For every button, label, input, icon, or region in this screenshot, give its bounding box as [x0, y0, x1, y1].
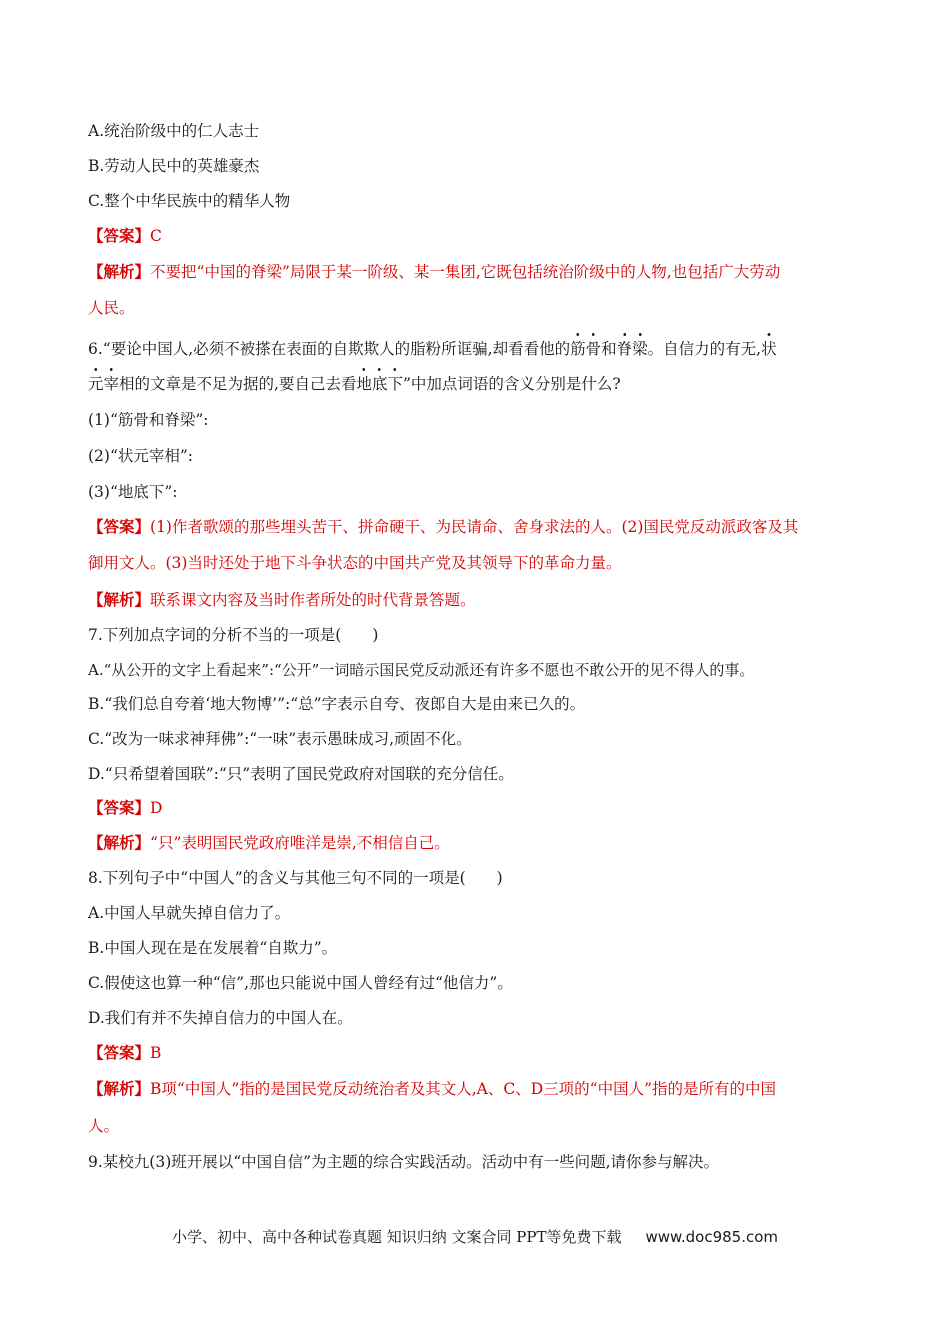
- q6-sub-2: (2)“状元宰相”:: [88, 447, 194, 465]
- dotted-word-4: 元宰: [88, 375, 120, 393]
- answer-label: 【答案】: [88, 798, 151, 817]
- q8-answer: [88, 1043, 862, 1063]
- q8-analysis-cont: 人。: [88, 1117, 120, 1135]
- q8-stem: 8.下列句子中“中国人”的含义与其他三句不同的一项是( ): [88, 869, 503, 887]
- analysis-text: 不要把“中国的脊梁”局限于某一阶级、某一集团,它既包括统治阶级中的人物,也包括广大劳动: [150, 263, 781, 281]
- answer-label: 【答案】: [88, 1043, 151, 1062]
- q9-stem: 9.某校九(3)班开展以“中国自信”为主题的综合实践活动。活动中有一些问题,请你参与解决。: [88, 1153, 720, 1171]
- dotted-word-5: 地底下: [356, 375, 403, 393]
- q6-answer-cont: 御用文人。(3)当时还处于地下斗争状态的中国共产党及其领导下的革命力量。: [88, 554, 622, 572]
- analysis-label: 【解析】: [88, 833, 151, 852]
- dotted-word-2: 脊梁: [616, 340, 648, 358]
- q7-answer: [88, 798, 862, 818]
- footer-link[interactable]: www.doc985.com: [645, 1228, 779, 1246]
- q7-option-c: C.“改为一味求神拜佛”:“一味”表示愚昧成习,顽固不化。: [88, 730, 472, 748]
- analysis-label: 【解析】: [88, 590, 151, 609]
- answer-label: 【答案】: [88, 517, 151, 536]
- analysis-text: 联系课文内容及当时作者所处的时代背景答题。: [150, 591, 476, 609]
- q5-option-c: C.整个中华民族中的精华人物: [88, 192, 291, 210]
- q8-option-b: B.中国人现在是在发展着“自欺力”。: [88, 939, 338, 957]
- q6-sub-1: (1)“筋骨和脊梁”:: [88, 411, 209, 429]
- q5-answer: [88, 226, 862, 246]
- answer-value: C: [150, 227, 162, 245]
- q6-stem-line1: 6.“要论中国人,必须不被搽在表面的自欺欺人的脂粉所诓骗,却看看他的筋骨和脊梁。自信力的有无,状: [88, 340, 777, 358]
- q6-answer: [88, 517, 862, 537]
- q7-stem: 7.下列加点字词的分析不当的一项是( ): [88, 626, 379, 644]
- q8-analysis: [88, 1079, 862, 1099]
- footer-text: 小学、初中、高中各种试卷真题 知识归纳 文案合同 PPT等免费下载: [171, 1228, 622, 1246]
- q5-option-b: B.劳动人民中的英雄豪杰: [88, 157, 260, 175]
- analysis-label: 【解析】: [88, 1079, 151, 1098]
- answer-value: B: [150, 1044, 162, 1062]
- dotted-word-1: 筋骨: [570, 340, 602, 358]
- q6-analysis: [88, 590, 862, 610]
- analysis-text: B项“中国人”指的是国民党反动统治者及其文人,A、C、D三项的“中国人”指的是所有的中国: [150, 1080, 777, 1098]
- page-footer: [0, 1226, 950, 1247]
- analysis-label: 【解析】: [88, 262, 151, 281]
- q7-option-d: D.“只希望着国联”:“只”表明了国民党政府对国联的充分信任。: [88, 765, 514, 783]
- q8-option-d: D.我们有并不失掉自信力的中国人在。: [88, 1009, 353, 1027]
- q5-analysis: [88, 262, 862, 282]
- q6-stem-line2: 元宰相的文章是不足为据的,要自己去看地底下”中加点词语的含义分别是什么?: [88, 375, 621, 393]
- q7-option-a: A.“从公开的文字上看起来”:“公开”一词暗示国民党反动派还有许多不愿也不敢公开的见不得人的事。: [88, 661, 755, 679]
- q8-option-a: A.中国人早就失掉自信力了。: [88, 904, 291, 922]
- answer-label: 【答案】: [88, 226, 151, 245]
- dotted-word-3: 状: [761, 340, 777, 358]
- q6-sub-3: (3)“地底下”:: [88, 483, 178, 501]
- q8-option-c: C.假使这也算一种“信”,那也只能说中国人曾经有过“他信力”。: [88, 974, 513, 992]
- q5-analysis-cont: 人民。: [88, 299, 135, 317]
- q7-option-b: B.“我们总自夸着‘地大物博’”:“总”字表示自夸、夜郎自大是由来已久的。: [88, 695, 586, 713]
- analysis-text: “只”表明国民党政府唯洋是崇,不相信自己。: [150, 834, 450, 852]
- q5-option-a: A.统治阶级中的仁人志士: [88, 122, 260, 140]
- q7-analysis: [88, 833, 862, 853]
- answer-text: (1)作者歌颂的那些埋头苦干、拼命硬干、为民请命、舍身求法的人。(2)国民党反动派政客及其: [150, 518, 799, 536]
- answer-value: D: [150, 799, 163, 817]
